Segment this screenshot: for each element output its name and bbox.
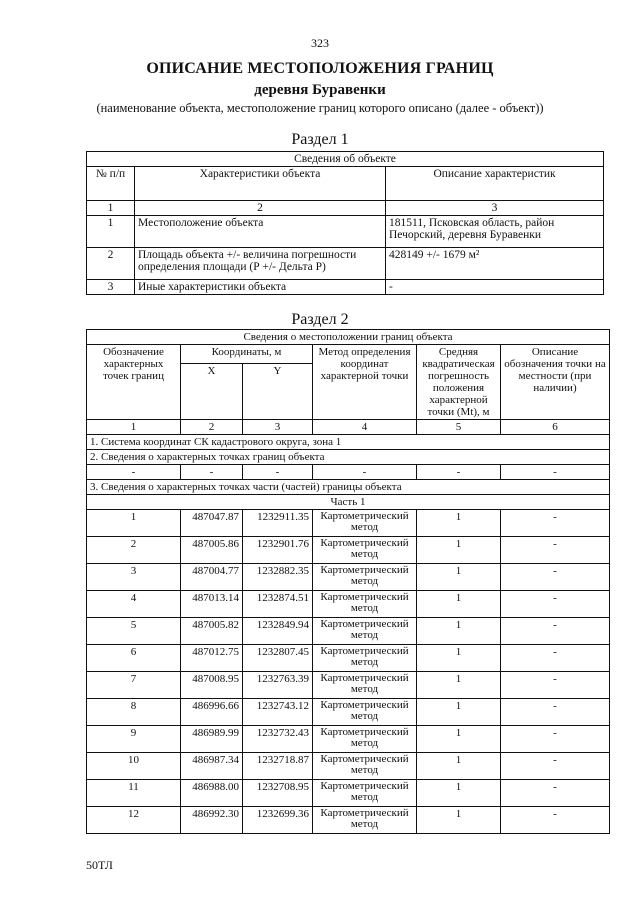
point-number: 4: [87, 591, 181, 618]
col-x-header: X: [181, 364, 243, 420]
index-cell: 2: [181, 420, 243, 435]
index-cell: 1: [87, 201, 135, 216]
table-row: [87, 645, 610, 672]
error-cell: 1: [417, 672, 501, 699]
point-description: -: [501, 510, 610, 537]
point-number: 9: [87, 726, 181, 753]
coord-y: 1232718.87: [243, 753, 313, 780]
coord-x: 487004.77: [181, 564, 243, 591]
point-description: -: [501, 645, 610, 672]
footer-code: 50ТЛ: [86, 858, 113, 872]
index-cell: 4: [313, 420, 417, 435]
coord-x: 487005.82: [181, 618, 243, 645]
section2-title: Раздел 2: [291, 311, 349, 328]
point-description: -: [501, 780, 610, 807]
point-number: 3: [87, 564, 181, 591]
error-cell: 1: [417, 645, 501, 672]
section2-table: [86, 329, 610, 834]
method-cell: Картометрический метод: [313, 699, 417, 726]
index-cell: 3: [386, 201, 604, 216]
row-description: 428149 +/- 1679 м²: [386, 248, 604, 280]
point-number: 12: [87, 807, 181, 834]
row-number: 1: [87, 216, 135, 248]
point-description: -: [501, 591, 610, 618]
row-description: -: [386, 280, 604, 295]
section1-header: Сведения об объекте: [87, 152, 604, 167]
error-cell: 1: [417, 537, 501, 564]
col-method-header: Метод определения координат характерной точки: [313, 345, 417, 420]
method-cell: Картометрический метод: [313, 780, 417, 807]
index-cell: 2: [135, 201, 386, 216]
index-cell: 1: [87, 420, 181, 435]
point-number: 5: [87, 618, 181, 645]
method-cell: Картометрический метод: [313, 807, 417, 834]
table-row: [87, 807, 610, 834]
dash-cell: -: [417, 465, 501, 480]
points-table-body: [87, 510, 610, 834]
dash-cell: -: [243, 465, 313, 480]
point-number: 11: [87, 780, 181, 807]
row-number: 3: [87, 280, 135, 295]
section2-header: Сведения о местоположении границ объекта: [87, 330, 610, 345]
point-number: 2: [87, 537, 181, 564]
coord-y: 1232699.36: [243, 807, 313, 834]
point-number: 7: [87, 672, 181, 699]
index-cell: 3: [243, 420, 313, 435]
row-description: 181511, Псковская область, район Печорский, деревня Буравенки: [386, 216, 604, 248]
document-subtitle: деревня Буравенки: [254, 82, 386, 98]
coord-x: 487013.14: [181, 591, 243, 618]
method-cell: Картометрический метод: [313, 510, 417, 537]
coord-y: 1232911.35: [243, 510, 313, 537]
coord-y: 1232743.12: [243, 699, 313, 726]
point-description: -: [501, 753, 610, 780]
point-description: -: [501, 564, 610, 591]
method-cell: Картометрический метод: [313, 645, 417, 672]
coord-x: 486987.34: [181, 753, 243, 780]
coord-x: 486996.66: [181, 699, 243, 726]
coord-x: 486989.99: [181, 726, 243, 753]
table-row: [87, 618, 610, 645]
coord-x: 487012.75: [181, 645, 243, 672]
coord-y: 1232708.95: [243, 780, 313, 807]
error-cell: 1: [417, 753, 501, 780]
dash-cell: -: [87, 465, 181, 480]
method-cell: Картометрический метод: [313, 591, 417, 618]
row-characteristic: Иные характеристики объекта: [135, 280, 386, 295]
row-number: 2: [87, 248, 135, 280]
table-row: [87, 726, 610, 753]
method-cell: Картометрический метод: [313, 672, 417, 699]
point-description: -: [501, 726, 610, 753]
section1-title: Раздел 1: [291, 131, 349, 148]
point-number: 8: [87, 699, 181, 726]
error-cell: 1: [417, 591, 501, 618]
col-y-header: Y: [243, 364, 313, 420]
coord-y: 1232901.76: [243, 537, 313, 564]
col-num-header: № п/п: [87, 167, 135, 201]
coord-y: 1232849.94: [243, 618, 313, 645]
method-cell: Картометрический метод: [313, 564, 417, 591]
coord-system-row: 1. Система координат СК кадастрового округа, зона 1: [87, 435, 610, 450]
error-cell: 1: [417, 807, 501, 834]
row-characteristic: Площадь объекта +/- величина погрешности определения площади (Р +/- Дельта Р): [135, 248, 386, 280]
method-cell: Картометрический метод: [313, 537, 417, 564]
error-cell: 1: [417, 510, 501, 537]
table-row: [87, 699, 610, 726]
method-cell: Картометрический метод: [313, 726, 417, 753]
point-number: 1: [87, 510, 181, 537]
coord-y: 1232807.45: [243, 645, 313, 672]
boundary-points-heading: 2. Сведения о характерных точках границ объекта: [87, 450, 610, 465]
col-desc-header: Описание обозначения точки на местности (при наличии): [501, 345, 610, 420]
page-number: 323: [311, 36, 329, 50]
coord-y: 1232732.43: [243, 726, 313, 753]
part-points-heading: 3. Сведения о характерных точках части (частей) границы объекта: [87, 480, 610, 495]
point-description: -: [501, 807, 610, 834]
table-row: [87, 537, 610, 564]
col-coords-header: Координаты, м: [181, 345, 313, 364]
coord-y: 1232763.39: [243, 672, 313, 699]
table-row: [87, 672, 610, 699]
col-error-header: Средняя квадратическая погрешность положения характерной точки (Mt), м: [417, 345, 501, 420]
point-description: -: [501, 699, 610, 726]
error-cell: 1: [417, 699, 501, 726]
coord-x: 486988.00: [181, 780, 243, 807]
point-description: -: [501, 537, 610, 564]
coord-x: 487047.87: [181, 510, 243, 537]
table-row: [87, 564, 610, 591]
document-title: ОПИСАНИЕ МЕСТОПОЛОЖЕНИЯ ГРАНИЦ: [146, 60, 494, 77]
table-row: [87, 780, 610, 807]
coord-x: 487008.95: [181, 672, 243, 699]
col-point-header: Обозначение характерных точек границ: [87, 345, 181, 420]
point-description: -: [501, 618, 610, 645]
index-cell: 5: [417, 420, 501, 435]
point-description: -: [501, 672, 610, 699]
document-subnote: (наименование объекта, местоположение границ которого описано (далее - объект)): [96, 101, 544, 115]
point-number: 6: [87, 645, 181, 672]
col-desc-header: Описание характеристик: [386, 167, 604, 201]
coord-x: 487005.86: [181, 537, 243, 564]
error-cell: 1: [417, 726, 501, 753]
dash-cell: -: [501, 465, 610, 480]
section1-table: [86, 151, 604, 295]
dash-cell: -: [181, 465, 243, 480]
point-number: 10: [87, 753, 181, 780]
method-cell: Картометрический метод: [313, 618, 417, 645]
table-row: [87, 591, 610, 618]
part-label: Часть 1: [87, 495, 610, 510]
index-cell: 6: [501, 420, 610, 435]
coord-y: 1232882.35: [243, 564, 313, 591]
coord-x: 486992.30: [181, 807, 243, 834]
dash-cell: -: [313, 465, 417, 480]
method-cell: Картометрический метод: [313, 753, 417, 780]
error-cell: 1: [417, 618, 501, 645]
col-char-header: Характеристики объекта: [135, 167, 386, 201]
error-cell: 1: [417, 780, 501, 807]
coord-y: 1232874.51: [243, 591, 313, 618]
table-row: [87, 510, 610, 537]
error-cell: 1: [417, 564, 501, 591]
row-characteristic: Местоположение объекта: [135, 216, 386, 248]
table-row: [87, 753, 610, 780]
